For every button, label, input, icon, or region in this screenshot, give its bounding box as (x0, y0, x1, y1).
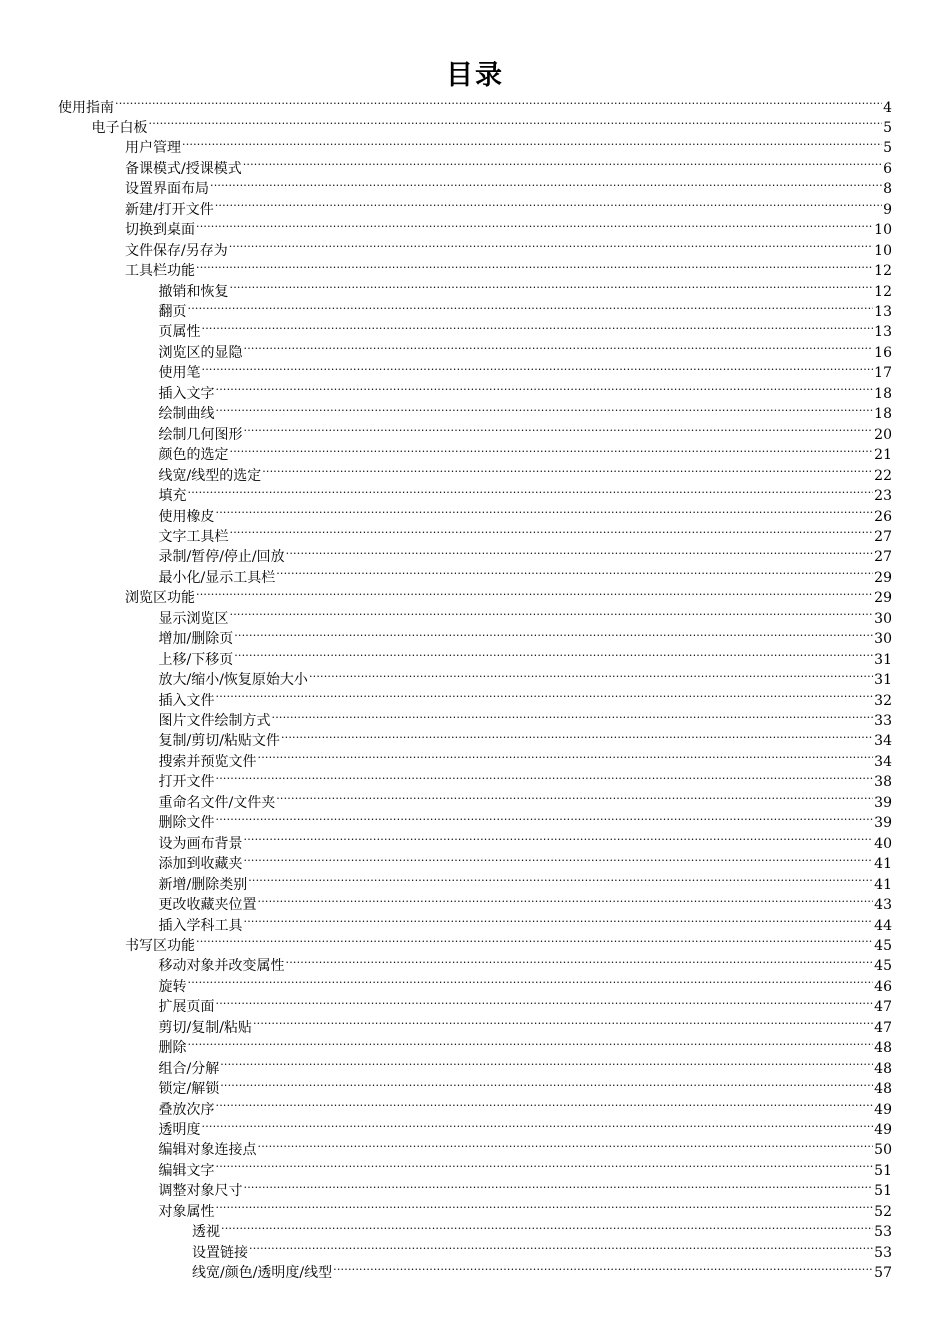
toc-entry-label: 删除 (158, 1040, 187, 1057)
toc-dot-leader (215, 193, 882, 214)
toc-entry[interactable] (158, 991, 893, 1016)
toc-entry-page-number: 29 (874, 590, 892, 607)
toc-entry[interactable] (158, 827, 893, 852)
toc-entry-page-number: 10 (874, 242, 892, 259)
toc-entry[interactable] (158, 1073, 893, 1098)
toc-entry-page-number: 18 (874, 385, 892, 402)
toc-dot-leader (286, 950, 874, 971)
toc-entry-page-number: 21 (874, 447, 892, 464)
toc-entry[interactable] (158, 889, 893, 914)
toc-entry-label: 绘制曲线 (158, 406, 215, 423)
toc-entry-label: 图片文件绘制方式 (158, 713, 271, 729)
toc-entry-page-number: 26 (874, 508, 892, 525)
toc-entry[interactable] (158, 1195, 893, 1220)
toc-dot-leader (216, 1093, 874, 1114)
toc-entry[interactable] (158, 1032, 893, 1057)
toc-entry-page-number: 53 (874, 1224, 892, 1241)
toc-entry-label: 扩展页面 (158, 999, 215, 1016)
toc-entry-page-number: 34 (874, 733, 892, 750)
toc-entry[interactable] (158, 643, 893, 668)
toc-entry-label: 线宽/线型的选定 (158, 467, 262, 484)
toc-entry[interactable] (125, 929, 892, 954)
toc-entry-page-number: 30 (874, 631, 892, 648)
toc-dot-leader (258, 745, 874, 766)
toc-entry[interactable] (158, 459, 893, 484)
toc-dot-leader (230, 275, 874, 296)
toc-entry-page-number: 13 (874, 324, 892, 341)
toc-dot-leader (230, 439, 874, 460)
toc-title: 目录 (446, 60, 504, 91)
toc-dot-leader (196, 929, 873, 950)
toc-dot-leader (272, 705, 874, 726)
toc-entry-label: 剪切/复制/粘贴 (158, 1019, 252, 1036)
toc-entry-label: 设置界面布局 (125, 181, 209, 198)
toc-entry-label: 透视 (192, 1224, 220, 1241)
toc-dot-leader (202, 316, 874, 337)
toc-dot-leader (234, 643, 873, 664)
toc-entry[interactable] (158, 439, 893, 464)
toc-entry-page-number: 32 (874, 692, 892, 709)
toc-dot-leader (202, 1114, 874, 1135)
toc-entry-page-number: 5 (883, 140, 892, 157)
toc-entry-label: 使用指南 (58, 99, 114, 116)
toc-entry[interactable] (125, 214, 892, 239)
toc-entry-page-number: 6 (883, 160, 892, 177)
toc-entry-label: 放大/缩小/恢复原始大小 (158, 672, 308, 689)
toc-dot-leader (202, 357, 874, 378)
toc-entry[interactable] (158, 725, 893, 750)
toc-dot-leader (188, 296, 874, 317)
toc-entry-label: 插入学科工具 (158, 917, 243, 934)
toc-dot-leader (216, 377, 874, 398)
toc-entry-label: 线宽/颜色/透明度/线型 (192, 1265, 333, 1282)
toc-entry-page-number: 30 (874, 610, 892, 627)
toc-dot-leader (258, 1134, 874, 1155)
toc-entry-page-number: 39 (874, 794, 892, 811)
toc-entry[interactable] (158, 807, 893, 832)
toc-entry-page-number: 27 (874, 528, 892, 545)
toc-entry[interactable] (125, 582, 892, 607)
toc-entry-page-number: 29 (874, 569, 892, 586)
toc-entry-label: 使用橡皮 (158, 508, 215, 525)
toc-entry-page-number: 44 (874, 917, 892, 934)
toc-entry-label: 切换到桌面 (125, 222, 195, 239)
toc-dot-leader (216, 1154, 874, 1175)
toc-entry-label: 用户管理 (125, 140, 181, 157)
toc-dot-leader (216, 766, 874, 787)
toc-entry-page-number: 16 (874, 344, 892, 361)
toc-dot-leader (196, 582, 873, 603)
toc-entry-page-number: 46 (874, 978, 892, 995)
toc-dot-leader (196, 255, 873, 276)
toc-entry-page-number: 18 (874, 406, 892, 423)
toc-dot-leader (210, 173, 882, 194)
toc-entry-page-number: 34 (874, 753, 892, 770)
toc-dot-leader (333, 1257, 873, 1278)
toc-entry-page-number: 12 (874, 283, 892, 300)
toc-entry[interactable] (158, 357, 893, 382)
toc-entry[interactable] (192, 1236, 892, 1261)
toc-entry[interactable] (158, 398, 893, 423)
toc-dot-leader (216, 398, 874, 419)
toc-dot-leader (188, 480, 874, 501)
toc-entry[interactable] (158, 745, 893, 770)
toc-entry[interactable] (158, 336, 893, 361)
toc-entry-page-number: 53 (874, 1244, 892, 1261)
toc-entry-page-number: 45 (874, 958, 892, 975)
toc-entry-page-number: 31 (874, 651, 892, 668)
toc-entry-page-number: 45 (874, 937, 892, 954)
toc-entry-page-number: 47 (874, 1019, 892, 1036)
toc-dot-leader (309, 664, 873, 685)
toc-entry[interactable] (158, 480, 893, 505)
toc-dot-leader (216, 500, 874, 521)
toc-entry[interactable] (158, 316, 893, 341)
toc-dot-leader (253, 1011, 873, 1032)
toc-entry-label: 最小化/显示工具栏 (158, 569, 276, 586)
toc-entry-label: 书写区功能 (125, 937, 195, 954)
toc-dot-leader (248, 868, 873, 889)
toc-entry-page-number: 20 (874, 426, 892, 443)
toc-entry-label: 文件保存/另存为 (125, 242, 228, 259)
toc-dot-leader (258, 889, 874, 910)
toc-dot-leader (230, 520, 874, 541)
toc-entry[interactable] (158, 1114, 893, 1138)
toc-entry-label: 浏览区的显隐 (158, 344, 243, 361)
toc-entry[interactable] (158, 909, 893, 934)
toc-entry-label: 搜索并预览文件 (158, 753, 257, 770)
toc-entry-label: 叠放次序 (158, 1101, 215, 1118)
toc-entry-label: 旋转 (158, 978, 187, 995)
toc-dot-leader (149, 111, 883, 132)
toc-entry-label: 打开文件 (158, 774, 215, 791)
toc-entry[interactable] (125, 255, 892, 280)
toc-entry[interactable] (158, 520, 893, 545)
toc-entry-label: 翻页 (158, 304, 187, 320)
toc-entry[interactable] (158, 500, 893, 525)
toc-entry[interactable] (125, 173, 892, 198)
toc-dot-leader (216, 684, 874, 705)
toc-entry[interactable] (158, 561, 893, 586)
toc-entry[interactable] (158, 1052, 893, 1077)
toc-entry[interactable] (158, 602, 893, 627)
toc-entry-label: 撤销和恢复 (158, 283, 229, 300)
toc-entry-page-number: 17 (874, 365, 892, 382)
toc-dot-leader (244, 848, 874, 869)
toc-entry-label: 编辑文字 (158, 1162, 215, 1179)
toc-entry-label: 更改收藏夹位置 (158, 897, 257, 914)
toc-dot-leader (281, 725, 873, 746)
toc-entry-label: 新建/打开文件 (125, 201, 214, 218)
toc-entry-page-number: 49 (874, 1101, 892, 1118)
toc-entry-label: 录制/暂停/停止/回放 (158, 549, 285, 566)
toc-dot-leader (216, 807, 874, 828)
toc-entry-page-number: 31 (874, 672, 892, 689)
toc-entry-page-number: 9 (883, 201, 892, 218)
toc-entry-page-number: 5 (883, 119, 892, 136)
toc-entry-label: 绘制几何图形 (158, 426, 243, 443)
toc-entry-page-number: 33 (874, 713, 892, 729)
toc-dot-leader (249, 1236, 873, 1257)
toc-entry[interactable] (158, 848, 893, 873)
toc-dot-leader (230, 602, 874, 623)
toc-dot-leader (243, 152, 882, 173)
toc-dot-leader (244, 418, 874, 439)
toc-entry[interactable] (192, 1257, 892, 1282)
toc-entry-label: 插入文件 (158, 692, 215, 709)
toc-entry[interactable] (158, 1134, 893, 1159)
toc-entry[interactable] (158, 868, 893, 893)
toc-entry-label: 页属性 (158, 324, 201, 341)
toc-entry-page-number: 23 (874, 488, 892, 505)
toc-entry-page-number: 12 (874, 263, 892, 280)
toc-entry-page-number: 47 (874, 999, 892, 1016)
toc-entry-label: 对象属性 (158, 1203, 215, 1220)
toc-entry-label: 组合/分解 (158, 1060, 220, 1077)
toc-entry[interactable] (158, 664, 893, 689)
toc-dot-leader (216, 991, 874, 1012)
toc-entry-label: 上移/下移页 (158, 651, 234, 668)
toc-entry-label: 设置链接 (192, 1244, 248, 1261)
toc-entry-page-number: 41 (874, 856, 892, 873)
toc-entry-page-number: 40 (874, 835, 892, 852)
toc-entry-label: 调整对象尺寸 (158, 1183, 243, 1200)
toc-dot-leader (196, 214, 873, 235)
toc-entry[interactable] (158, 786, 893, 811)
toc-entry[interactable] (158, 275, 893, 300)
toc-entry[interactable] (125, 152, 892, 177)
toc-entry[interactable] (158, 684, 893, 709)
toc-entry-label: 显示浏览区 (158, 610, 229, 627)
toc-dot-leader (188, 970, 874, 991)
toc-entry-label: 删除文件 (158, 815, 215, 832)
toc-entry-page-number: 8 (883, 181, 892, 198)
toc-entry-page-number: 48 (874, 1060, 892, 1077)
toc-entry[interactable] (158, 1011, 893, 1036)
toc-dot-leader (276, 561, 873, 582)
toc-entry[interactable] (158, 705, 893, 729)
toc-entry-page-number: 41 (874, 876, 892, 893)
toc-entry[interactable] (58, 91, 892, 116)
toc-entry-page-number: 48 (874, 1040, 892, 1057)
toc-entry-page-number: 39 (874, 815, 892, 832)
toc-entry[interactable] (125, 132, 892, 157)
toc-entry[interactable] (158, 950, 893, 975)
toc-entry-label: 增加/删除页 (158, 631, 234, 648)
toc-dot-leader (244, 909, 874, 930)
toc-entry-label: 工具栏功能 (125, 263, 195, 280)
toc-entry[interactable] (158, 377, 893, 402)
toc-entry-label: 浏览区功能 (125, 590, 195, 607)
toc-entry[interactable] (125, 193, 892, 218)
toc-dot-leader (220, 1073, 873, 1094)
toc-entry[interactable] (91, 111, 893, 136)
toc-entry[interactable] (158, 541, 893, 566)
toc-dot-leader (244, 336, 874, 357)
toc-entry-label: 透明度 (158, 1122, 201, 1138)
toc-entry-page-number: 38 (874, 774, 892, 791)
toc-entry-page-number: 43 (874, 897, 892, 914)
toc-entry-page-number: 4 (883, 99, 892, 116)
toc-dot-leader (216, 1195, 874, 1216)
toc-entry[interactable] (158, 1093, 893, 1118)
toc-dot-leader (221, 1216, 873, 1237)
toc-dot-leader (182, 132, 882, 153)
toc-entry-label: 使用笔 (158, 365, 201, 382)
toc-entry-label: 添加到收藏夹 (158, 856, 243, 873)
toc-entry-page-number: 10 (874, 222, 892, 239)
toc-entry-label: 编辑对象连接点 (158, 1142, 257, 1159)
toc-entry-page-number: 49 (874, 1122, 892, 1138)
toc-entry[interactable] (158, 1175, 893, 1200)
toc-entry-page-number: 52 (874, 1203, 892, 1220)
toc-entry[interactable] (158, 418, 893, 443)
toc-dot-leader (234, 623, 873, 644)
toc-entry[interactable] (158, 623, 893, 648)
toc-entry[interactable] (158, 766, 893, 791)
toc-entry-page-number: 13 (874, 304, 892, 320)
toc-entry-label: 颜色的选定 (158, 447, 229, 464)
toc-entry-page-number: 27 (874, 549, 892, 566)
toc-dot-leader (262, 459, 873, 480)
toc-entry-label: 填充 (158, 488, 187, 505)
toc-dot-leader (188, 1032, 874, 1053)
toc-entry-page-number: 50 (874, 1142, 892, 1159)
toc-entry-label: 新增/删除类别 (158, 876, 248, 893)
toc-dot-leader (244, 827, 874, 848)
toc-entry-page-number: 57 (874, 1265, 892, 1282)
toc-entry[interactable] (158, 1154, 893, 1179)
toc-entry-label: 重命名文件/文件夹 (158, 794, 276, 811)
toc-dot-leader (244, 1175, 874, 1196)
toc-entry-label: 备课模式/授课模式 (125, 160, 242, 177)
toc-entry-label: 文字工具栏 (158, 528, 229, 545)
toc-dot-leader (276, 786, 873, 807)
toc-entry-page-number: 51 (874, 1183, 892, 1200)
toc-entry-label: 插入文字 (158, 385, 215, 402)
toc-dot-leader (115, 91, 882, 112)
toc-entry-label: 锁定/解锁 (158, 1081, 220, 1098)
toc-entry-page-number: 51 (874, 1162, 892, 1179)
toc-dot-leader (286, 541, 874, 562)
toc-entry[interactable] (158, 296, 893, 320)
toc-entry-label: 设为画布背景 (158, 835, 243, 852)
toc-entry-label: 电子白板 (91, 119, 148, 136)
toc-dot-leader (229, 234, 873, 255)
toc-entry[interactable] (158, 970, 893, 995)
toc-entry[interactable] (192, 1216, 892, 1241)
toc-entry[interactable] (125, 234, 892, 259)
toc-entry-label: 复制/剪切/粘贴文件 (158, 733, 280, 750)
toc-entry-label: 移动对象并改变属性 (158, 958, 285, 975)
toc-entry-page-number: 48 (874, 1081, 892, 1098)
toc-dot-leader (220, 1052, 873, 1073)
toc-entry-page-number: 22 (874, 467, 892, 484)
